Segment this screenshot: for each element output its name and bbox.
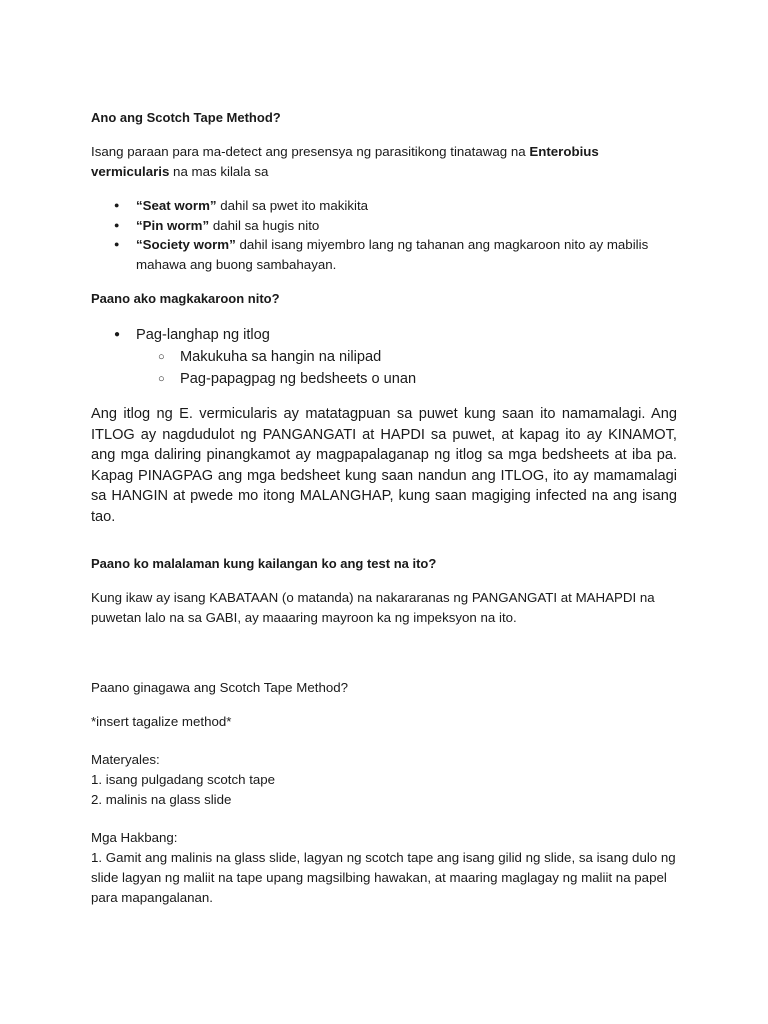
materials-list [91, 770, 677, 810]
placeholder-note: *insert tagalize method* [91, 714, 232, 729]
worm-desc: dahil isang miyembro lang ng tahanan ang magkaroon nito ay mabilis mahawa ang buong sambahayan. [136, 237, 649, 272]
worm-name: “Society worm” [136, 237, 236, 252]
intro-text: Isang paraan para ma-detect ang presensya ng parasitikong tinatawag na [91, 144, 530, 159]
materials-label: Materyales: [91, 752, 160, 767]
list-item [91, 216, 677, 236]
intro-paragraph [91, 142, 677, 182]
list-sub-item: ○ Makukuha sa hangin na nilipad [91, 346, 677, 368]
heading-how-know: Paano ko malalaman kung kailangan ko ang test na ito? [91, 556, 437, 571]
intro-bold-term: Enterobius vermicularis [91, 144, 599, 179]
list-item: 1. isang pulgadang scotch tape [91, 772, 276, 787]
list-sub-item: ○ Pag-papagpag ng bedsheets o unan [91, 368, 677, 390]
list-item: ● Pag-langhap ng itlog [91, 324, 677, 346]
steps-list [91, 848, 677, 908]
symptoms-paragraph: Kung ikaw ay isang KABATAAN (o matanda) na nakararanas ng PANGANGATI at MAHAPDI na puwetan lalo na sa GABI, ay maaaring mayroon ka ng impeksyon na ito. [91, 590, 655, 625]
heading-how-done: Paano ginagawa ang Scotch Tape Method? [91, 680, 349, 695]
worm-name: “Pin worm” [136, 217, 210, 233]
list-item: 1. Gamit ang malinis na glass slide, lagyan ng scotch tape ang isang gilid ng slide, sa isang dulo ng slide lagyan ng maliit na tape upang magsilbing hawakan, at maaring maglagay ng maliit na papel para mapangalanan. [91, 850, 676, 905]
worm-desc: dahil sa hugis nito [209, 217, 320, 233]
heading-how-get: Paano ako magkakaroon nito? [91, 291, 280, 306]
list-item: 2. malinis na glass slide [91, 792, 232, 807]
explanation-paragraph: Ang itlog ng E. vermicularis ay matatagpuan sa puwet kung saan ito namamalagi. Ang ITLOG ay nagdudulot ng PANGANGATI at HAPDI sa puwet, at kapag ito ay KINAMOT, ang mga daliring pinangkamot ay magpapalaganap ng itlog sa mga bedsheets at iba pa. Kapag PINAGPAG ang mga bedsheet kung saan nandun ang ITLOG, ito ay mamamalagi sa HANGIN at pwede mo itong MALANGHAP, kung saan magiging infected na ang isang tao. [91, 406, 677, 525]
heading-what-is: Ano ang Scotch Tape Method? [91, 110, 281, 125]
list-item [91, 196, 677, 216]
intro-text-end: na mas kilala sa [169, 164, 269, 179]
list-item [91, 235, 677, 274]
worm-desc: dahil sa pwet ito makikita [216, 198, 369, 213]
worm-names-list [91, 196, 677, 274]
steps-label: Mga Hakbang: [91, 830, 178, 845]
causes-list [91, 324, 677, 390]
worm-name: “Seat worm” [136, 198, 217, 213]
